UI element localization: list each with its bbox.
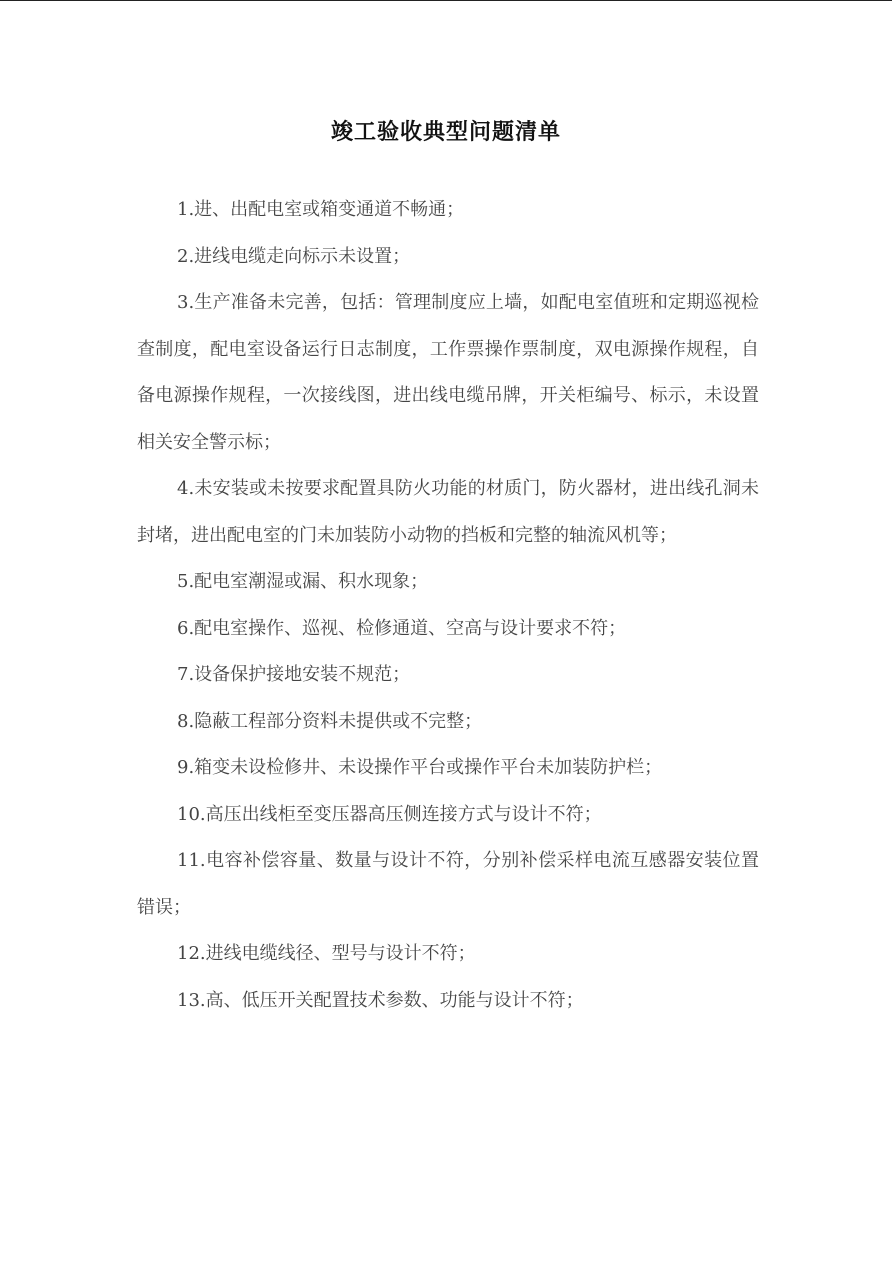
list-item: 8.隐蔽工程部分资料未提供或不完整； — [177, 710, 483, 732]
list-item: 3.生产准备未完善，包括：管理制度应上墙，如配电室值班和定期巡视检查制度，配电室设备运行日志制度，工作票操作票制度，双电源操作规程，自备电源操作规程，一次接线图，进出线电缆吊牌，开关柜编号、标示，未设置相关安全警示标； — [137, 292, 759, 453]
document-title: 竣工验收典型问题清单 — [330, 120, 561, 145]
list-item: 1.进、出配电室或箱变通道不畅通； — [177, 199, 465, 220]
list-item: 6.配电室操作、巡视、检修通道、空高与设计要求不符； — [177, 617, 627, 639]
list-item: 10.高压出线柜至变压器高压侧连接方式与设计不符； — [177, 803, 602, 825]
list-item: 2.进线电缆走向标示未设置； — [177, 245, 411, 267]
list-item: 11.电容补偿容量、数量与设计不符，分别补偿采样电流互感器安装位置错误； — [137, 850, 759, 918]
list-item: 12.进线电缆线径、型号与设计不符； — [177, 943, 476, 964]
list-item: 9.箱变未设检修井、未设操作平台或操作平台未加装防护栏； — [177, 757, 663, 778]
list-item: 4.未安装或未按要求配置具防火功能的材质门，防火器材，进出线孔洞未封堵，进出配电室的门未加装防小动物的挡板和完整的轴流风机等； — [137, 478, 759, 546]
list-item: 7.设备保护接地安装不规范； — [177, 664, 411, 685]
list-item: 13.高、低压开关配置技术参数、功能与设计不符； — [177, 989, 584, 1011]
issue-list — [137, 187, 759, 1024]
list-item: 5.配电室潮湿或漏、积水现象； — [177, 571, 429, 592]
